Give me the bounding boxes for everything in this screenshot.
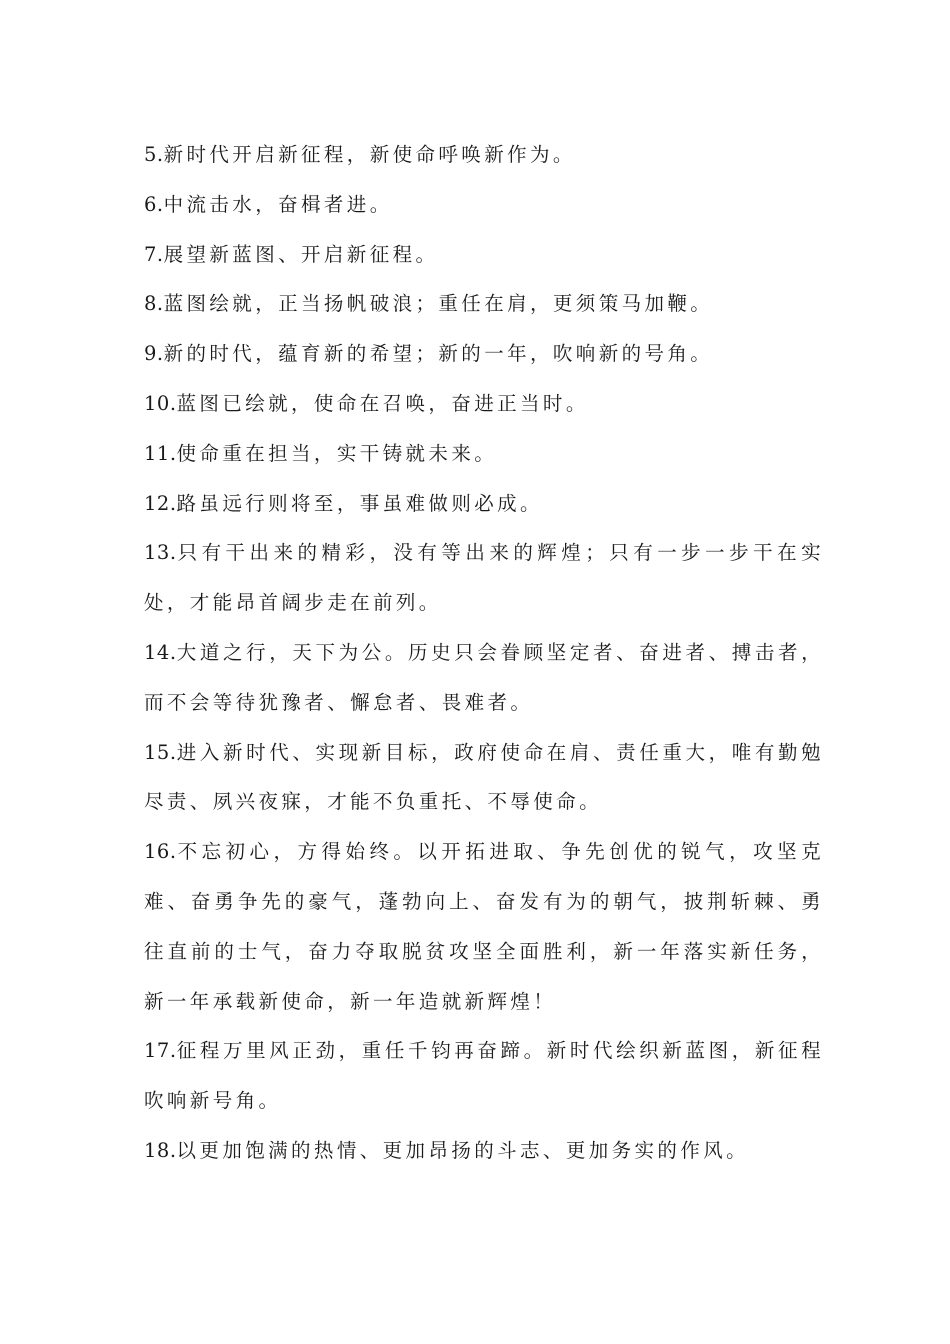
list-item-5 xyxy=(144,130,824,180)
list-item-15 xyxy=(144,728,824,828)
item-text: 路虽远行则将至，事虽难做则必成。 xyxy=(176,491,543,515)
item-text: 不忘初心，方得始终。以开拓进取、争先创优的锐气，攻坚克难、奋勇争先的豪气，蓬勃向上、奋发有为的朝气，披荆斩棘、勇往直前的士气，奋力夺取脱贫攻坚全面胜利，新一年落实新任务，新一年承载新使命，新一年造就新辉煌！ xyxy=(144,840,824,1013)
item-text: 展望新蓝图、开启新征程。 xyxy=(163,242,439,266)
list-item-9 xyxy=(144,329,824,379)
list-item-16 xyxy=(144,827,824,1026)
item-text: 征程万里风正劲，重任千钧再奋蹄。新时代绘织新蓝图，新征程吹响新号角。 xyxy=(144,1039,824,1113)
item-number: 10. xyxy=(144,391,177,415)
item-number: 9. xyxy=(144,342,164,366)
item-text: 进入新时代、实现新目标，政府使命在肩、责任重大，唯有勤勉尽责、夙兴夜寐，才能不负重托、不辱使命。 xyxy=(144,740,824,814)
list-item-18 xyxy=(144,1126,824,1176)
item-number: 18. xyxy=(144,1138,177,1162)
list-item-13 xyxy=(144,528,824,628)
list-item-10 xyxy=(144,379,824,429)
item-number: 15. xyxy=(144,740,177,764)
list-item-6 xyxy=(144,180,824,230)
item-text: 以更加饱满的热情、更加昂扬的斗志、更加务实的作风。 xyxy=(176,1138,750,1162)
item-text: 新的时代，蕴育新的希望；新的一年，吹响新的号角。 xyxy=(163,342,714,366)
item-text: 大道之行，天下为公。历史只会眷顾坚定者、奋进者、搏击者，而不会等待犹豫者、懈怠者、畏难者。 xyxy=(144,640,824,714)
item-text: 中流击水，奋楫者进。 xyxy=(163,192,393,216)
item-text: 新时代开启新征程，新使命呼唤新作为。 xyxy=(163,143,576,166)
list-item-11 xyxy=(144,429,824,479)
item-number: 14. xyxy=(144,640,177,664)
item-text: 只有干出来的精彩，没有等出来的辉煌；只有一步一步干在实处，才能昂首阔步走在前列。 xyxy=(144,541,824,615)
list-item-7 xyxy=(144,230,824,280)
document-body xyxy=(144,130,824,1176)
item-number: 11. xyxy=(144,441,177,465)
list-item-8 xyxy=(144,279,824,329)
item-number: 5. xyxy=(144,143,164,166)
item-number: 13. xyxy=(144,541,177,565)
list-item-12 xyxy=(144,479,824,529)
item-number: 16. xyxy=(144,840,177,864)
item-text: 蓝图绘就，正当扬帆破浪；重任在肩，更须策马加鞭。 xyxy=(163,292,714,316)
list-item-14 xyxy=(144,628,824,728)
item-number: 17. xyxy=(144,1039,177,1063)
item-number: 8. xyxy=(144,292,164,316)
item-text: 蓝图已绘就，使命在召唤，奋进正当时。 xyxy=(176,391,589,415)
list-item-17 xyxy=(144,1026,824,1126)
item-number: 6. xyxy=(144,192,164,216)
item-number: 12. xyxy=(144,491,177,515)
item-text: 使命重在担当，实干铸就未来。 xyxy=(176,441,498,465)
item-number: 7. xyxy=(144,242,164,266)
